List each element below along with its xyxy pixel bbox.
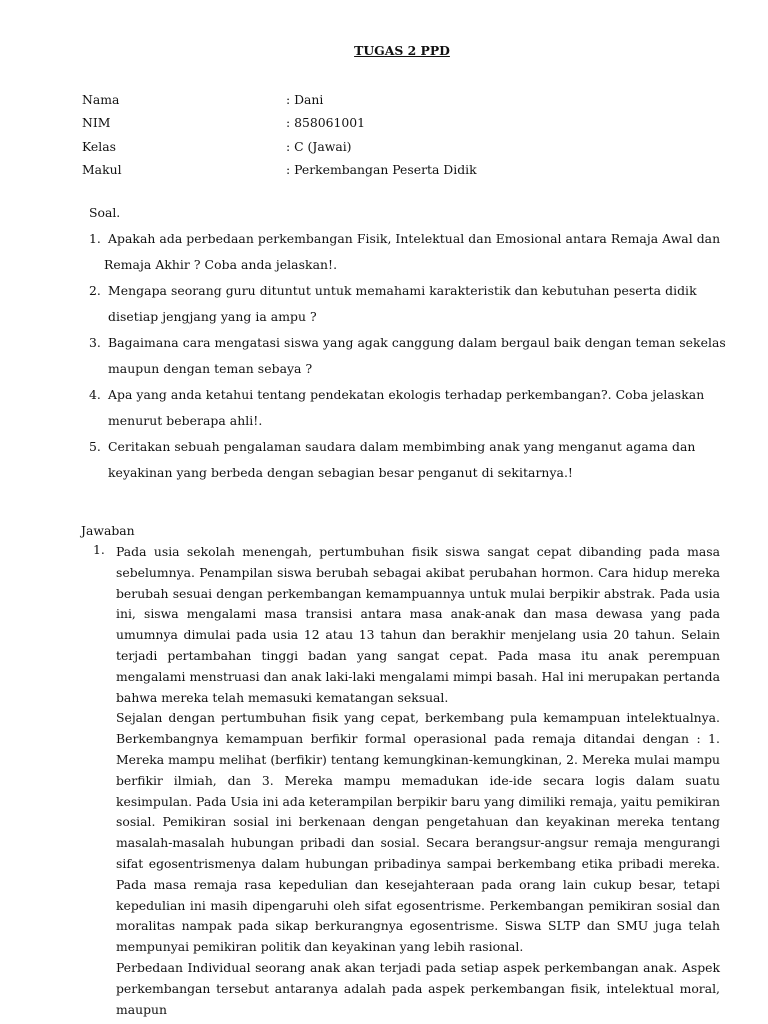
answer-list	[93, 542, 721, 1020]
jawaban-heading: Jawaban	[81, 523, 135, 538]
question-item	[89, 330, 729, 382]
question-number: 3.	[89, 335, 101, 350]
info-value: : Dani	[286, 92, 324, 107]
answer-number: 1.	[93, 542, 105, 557]
answer-paragraph: Sejalan dengan pertumbuhan fisik yang cepat, berkembang pula kemampuan intelektualnya. Berkembangnya kemampuan berfikir formal operasional pada remaja ditandai dengan : 1. Mereka mampu melihat (berfikir) tentang kemungkinan-kemungkinan, 2. Mereka mulai mampu berfikir ilmiah, dan 3. Mereka mampu memadukan ide-ide secara logis dalam suatu kesimpulan. Pada Usia ini ada keterampilan berpikir baru yang dimiliki remaja, yaitu pemikiran sosial. Pemikiran sosial ini berkenaan dengan pengetahuan dan keyakinan mereka tentang masalah-masalah hubungan pribadi dan sosial. Secara berangsur-angsur remaja mengurangi sifat egosentrismenya dalam hubungan pribadinya sampai berkembang etika pribadi mereka. Pada masa remaja rasa kepedulian dan kesejahteraan pada orang lain cukup besar, tetapi kepedulian ini masih dipengaruhi oleh sifat egosentrisme. Perkembangan pemikiran sosial dan moralitas nampak pada sikap berkurangnya egosentrisme. Siswa SLTP dan SMU juga telah mempunyai pemikiran politik dan keyakinan yang lebih rasional.	[116, 710, 720, 955]
question-item	[89, 434, 729, 486]
info-label: Kelas	[82, 138, 116, 154]
document-title: TUGAS 2 PPD	[354, 43, 450, 58]
answer-item	[93, 542, 721, 1020]
info-value: : Perkembangan Peserta Didik	[286, 161, 477, 177]
question-text-continued: Remaja Akhir ? Coba anda jelaskan!.	[104, 257, 338, 272]
answer-paragraph: Pada usia sekolah menengah, pertumbuhan fisik siswa sangat cepat dibanding pada masa sebelumnya. Penampilan siswa berubah sebagai akibat perubahan hormon. Cara hidup mereka berubah sesuai dengan perkembangan kemampuannya untuk mulai berpikir abstrak. Pada usia ini, siswa mengalami masa transisi antara masa anak-anak dan masa dewasa yang pada umumnya dimulai pada usia 12 atau 13 tahun dan berakhir menjelang usia 20 tahun. Selain terjadi pertambahan tinggi badan yang sangat cepat. Pada masa itu anak perempuan mengalami menstruasi dan anak laki-laki mengalami mimpi basah. Hal ini merupakan pertanda bahwa mereka telah memasuki kematangan seksual.	[116, 544, 720, 705]
question-text-continued: keyakinan yang berbeda dengan sebagian besar penganut di sekitarnya.!	[108, 465, 573, 480]
info-row-nim	[82, 115, 477, 138]
question-text-continued: maupun dengan teman sebaya ?	[108, 361, 313, 376]
question-item	[89, 382, 729, 434]
info-row-makul	[82, 162, 477, 185]
soal-heading: Soal.	[89, 205, 121, 220]
question-number: 5.	[89, 439, 101, 454]
question-number: 2.	[89, 283, 101, 298]
question-text: Mengapa seorang guru dituntut untuk memahami karakteristik dan kebutuhan peserta didik	[108, 283, 697, 298]
info-row-kelas	[82, 139, 477, 162]
question-item	[89, 278, 729, 330]
question-number: 1.	[89, 231, 101, 246]
question-text: Bagaimana cara mengatasi siswa yang agak canggung dalam bergaul baik dengan teman sekelas	[108, 335, 726, 350]
info-label: Makul	[82, 161, 122, 177]
question-text-continued: disetiap jengjang yang ia ampu ?	[108, 309, 317, 324]
info-row-nama	[82, 92, 477, 115]
question-text-continued: menurut beberapa ahli!.	[108, 413, 263, 428]
student-info	[82, 92, 477, 185]
question-item	[89, 226, 729, 278]
question-text: Apakah ada perbedaan perkembangan Fisik, Intelektual dan Emosional antara Remaja Awal dan	[108, 231, 721, 246]
question-number: 4.	[89, 387, 101, 402]
info-value: : 858061001	[286, 115, 366, 131]
question-text: Ceritakan sebuah pengalaman saudara dalam membimbing anak yang menganut agama dan	[108, 439, 696, 454]
answer-body	[116, 542, 720, 1020]
info-label: NIM	[82, 115, 111, 131]
question-text: Apa yang anda ketahui tentang pendekatan ekologis terhadap perkembangan?. Coba jelaskan	[108, 387, 705, 402]
info-value: : C (Jawai)	[286, 138, 352, 154]
info-label: Nama	[82, 92, 120, 107]
answer-paragraph: Perbedaan Individual seorang anak akan terjadi pada setiap aspek perkembangan anak. Aspek perkembangan tersebut antaranya adalah pada aspek perkembangan fisik, intelektual moral, maupun	[116, 959, 720, 1017]
